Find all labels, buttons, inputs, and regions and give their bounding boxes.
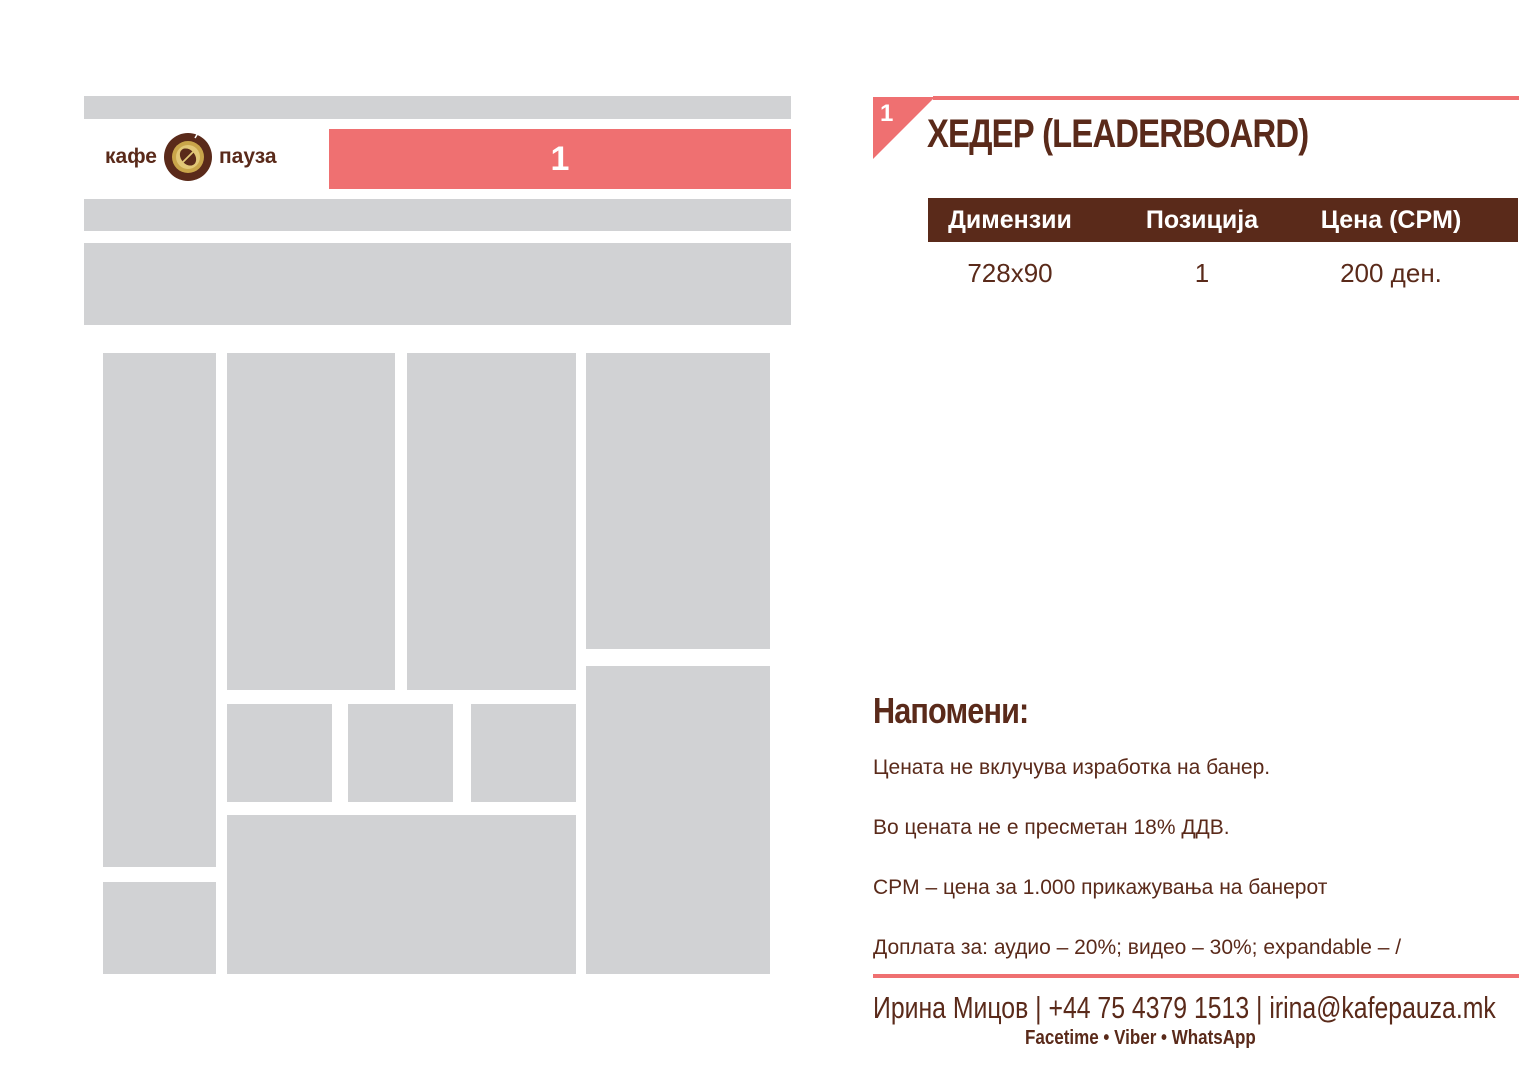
note-item: Цената не вклучува изработка на банер. [873, 756, 1271, 779]
layout-small-tile [348, 704, 453, 802]
layout-content-tile [227, 353, 395, 690]
note-item: CPM – цена за 1.000 прикажувања на банерот [873, 876, 1328, 899]
note-item: Во цената не е пресметан 18% ДДВ. [873, 816, 1230, 839]
footer-accent-line [873, 974, 1519, 978]
header-accent-line [933, 96, 1519, 100]
pricing-table-header [928, 198, 1518, 242]
header-price: Цена (CPM) [1320, 205, 1462, 234]
layout-top-bar [84, 96, 791, 119]
section-title: ХЕДЕР (LEADERBOARD) [927, 112, 1309, 156]
layout-wide-tile [227, 815, 576, 974]
pricing-table-row [928, 258, 1518, 298]
brand-logo [105, 131, 277, 183]
layout-small-tile [227, 704, 332, 802]
logo-word-right: пауза [218, 145, 277, 168]
header-position: Позиција [1145, 205, 1259, 234]
leaderboard-banner-slot [329, 129, 791, 189]
layout-right-column-bottom [586, 666, 770, 974]
notes-title: Напомени: [873, 690, 1029, 731]
layout-nav-bar [84, 199, 791, 231]
section-number: 1 [880, 100, 894, 127]
header-dimensions: Димензии [948, 205, 1072, 234]
cell-price: 200 ден. [1340, 258, 1442, 288]
layout-left-column-bottom [103, 882, 216, 974]
layout-hero-block [84, 243, 791, 325]
layout-small-tile [471, 704, 576, 802]
layout-content-tile [407, 353, 576, 690]
layout-right-column-top [586, 353, 770, 649]
banner-position-label: 1 [550, 139, 570, 178]
coffee-cup-icon [163, 132, 213, 182]
cell-position: 1 [1194, 258, 1210, 288]
logo-word-left: кафе [105, 145, 157, 168]
contact-apps: Facetime • Viber • WhatsApp [1025, 1027, 1256, 1049]
cell-dimensions: 728x90 [967, 258, 1053, 288]
layout-left-column [103, 353, 216, 867]
contact-line: Ирина Мицов | +44 75 4379 1513 | irina@kafepauza.mk [873, 990, 1496, 1025]
note-item: Доплата за: аудио – 20%; видео – 30%; expandable – / [873, 936, 1402, 959]
